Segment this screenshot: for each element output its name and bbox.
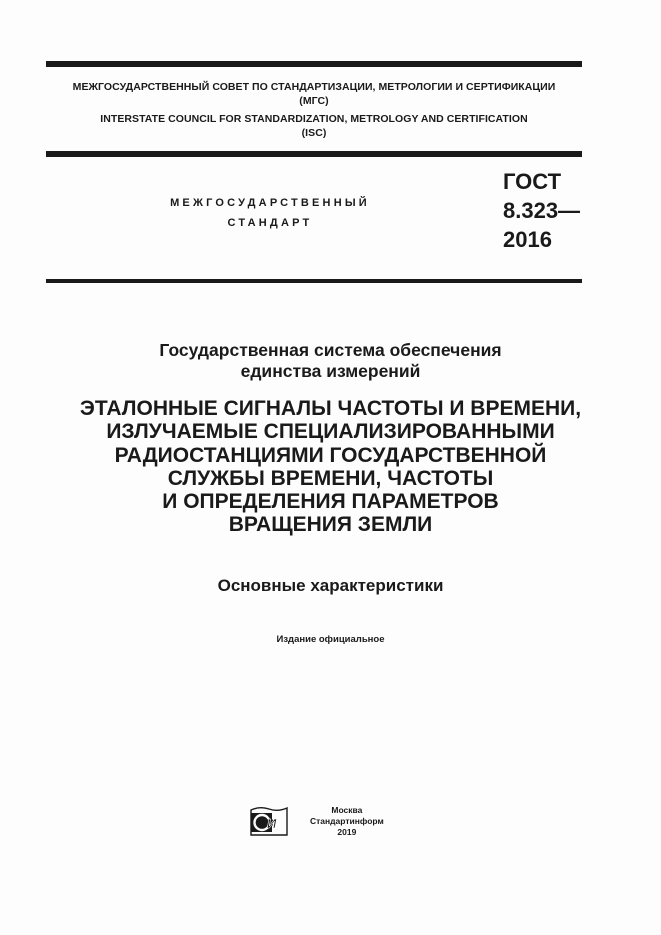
document-series [0,340,661,382]
edition-label: Издание официальное [276,634,385,645]
top-rule [46,61,582,67]
document-title-line: СЛУЖБЫ ВРЕМЕНИ, ЧАСТОТЫ [167,466,494,490]
designation-year: 2016 [503,227,552,252]
standartinform-logo-icon [248,804,290,838]
publisher-block [248,804,384,838]
council-name-ru [46,80,582,108]
standard-type-line2: СТАНДАРТ [227,217,313,229]
document-title-line: ЭТАЛОННЫЕ СИГНАЛЫ ЧАСТОТЫ И ВРЕМЕНИ, [79,397,582,420]
svg-text:И: И [267,816,277,831]
council-name-en [46,112,582,140]
document-title-line: ИЗЛУЧАЕМЫЕ СПЕЦИАЛИЗИРОВАННЫМИ [106,420,555,444]
council-name-en-line1: INTERSTATE COUNCIL FOR STANDARDIZATION, METROLOGY AND CERTIFICATION [100,113,528,125]
document-title-line: И ОПРЕДЕЛЕНИЯ ПАРАМЕТРОВ [162,490,499,514]
council-abbr-ru: (МГС) [299,95,329,107]
standard-designation [503,167,580,254]
designation-prefix: ГОСТ [503,169,562,194]
document-series-line2: единства измерений [240,361,421,381]
designation-number: 8.323— [503,198,581,223]
middle-rule [46,151,582,157]
document-title-line: ВРАЩЕНИЯ ЗЕМЛИ [228,513,433,537]
publisher-city: Москва [331,804,363,815]
publication-year: 2019 [337,826,357,837]
council-abbr-en: (ISC) [301,127,327,139]
council-name-ru-line1: МЕЖГОСУДАРСТВЕННЫЙ СОВЕТ ПО СТАНДАРТИЗАЦИИ, МЕТРОЛОГИИ И СЕРТИФИКАЦИИ [72,81,556,93]
document-series-line1: Государственная система обеспечения [159,340,502,360]
document-part: Основные характеристики [217,576,444,595]
standard-type-line1: МЕЖГОСУДАРСТВЕННЫЙ [170,197,370,209]
document-title [0,397,661,537]
document-title-line: РАДИОСТАНЦИЯМИ ГОСУДАРСТВЕННОЙ [114,443,547,467]
standard-type [120,193,420,233]
publisher-name: Стандартинформ [310,815,384,826]
bottom-rule [46,279,582,283]
publisher-info [310,805,384,838]
